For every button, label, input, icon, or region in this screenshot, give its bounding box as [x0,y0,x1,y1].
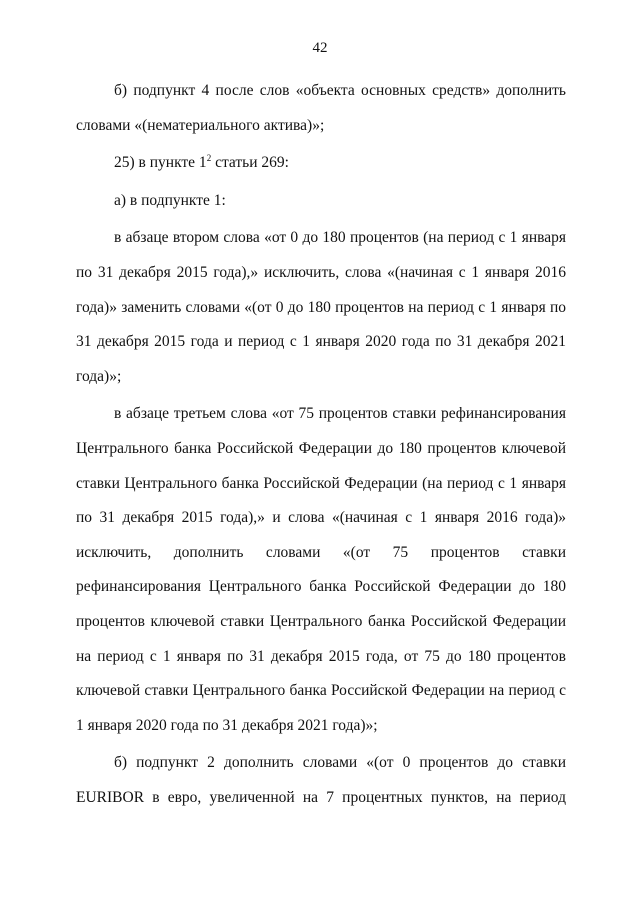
paragraph-subitem-b-item-2: б) подпункт 2 дополнить словами «(от 0 процентов до ставки EURIBOR в евро, увеличенной на 7 процентных пунктов, на период [76,754,566,806]
item-25-superscript: 2 [206,153,212,164]
item-25-text: 25) в пункте 1 [114,154,207,172]
paragraph-subitem-b-item-4: б) подпункт 4 после слов «объекта основных средств» дополнить словами «(нематериального актива)»; [76,82,566,134]
paragraph-subitem-a: а) в подпункте 1: [114,191,226,209]
paragraph-third-abzac: в абзаце третьем слова «от 75 процентов ставки рефинансирования Центрального банка Российской Федерации до 180 процентов ключевой ставки Центрального банка Российской Федерации (на период с 1 января по 31 декабря 2015 года),» и слова «(начиная с 1 января 2016 года)» исключить, дополнить словами «(от 75 процентов ставки рефинансирования Центрального банка Российской Федерации до 180 процентов ключевой ставки Центрального банка Российской Федерации на период с 1 января по 31 декабря 2015 года, от 75 до 180 процентов ключевой ставки Центрального банка Российской Федерации на период с 1 января 2020 года по 31 декабря 2021 года)»; [76,405,566,734]
document-body [76,74,566,815]
item-25-article: статьи 269: [211,154,289,172]
paragraph-second-abzac: в абзаце втором слова «от 0 до 180 процентов (на период с 1 января по 31 декабря 2015 года),» исключить, слова «(начиная с 1 января 2016 года)» заменить словами «(от 0 до 180 процентов на период с 1 января по 31 декабря 2015 года и период с 1 января 2020 года по 31 декабря 2021 года)»; [76,229,566,385]
page-number: 42 [312,40,328,56]
paragraph-item-25 [76,146,566,181]
